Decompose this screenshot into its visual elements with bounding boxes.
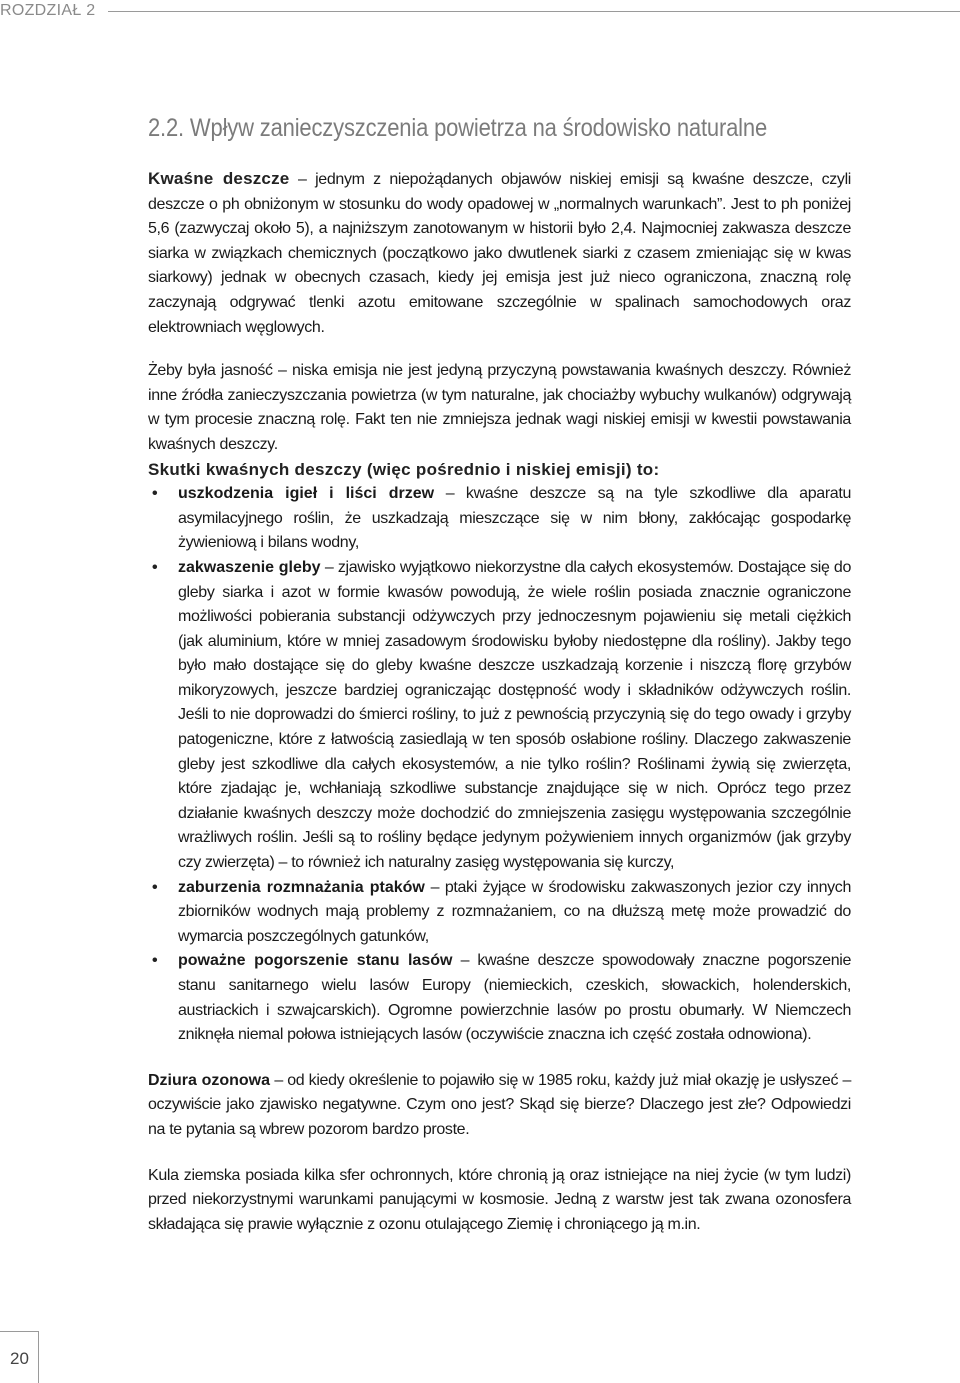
list-item [148, 556, 851, 876]
effect-term: zaburzenia rozmnażania ptaków [178, 878, 425, 896]
main-content [148, 167, 851, 1237]
term-ozone-hole: Dziura ozonowa [148, 1071, 271, 1089]
effect-term: poważne pogorszenie stanu lasów [178, 952, 453, 970]
effects-heading: Skutki kwaśnych deszczy (więc pośrednio i niskiej emisji) to: [148, 459, 660, 479]
effect-text: – zjawisko wyjątkowo niekorzystne dla całych ekosystemów. Dostające się do gleby siarka i azot w formie kwasów powodują, że wiele roślin posiada znacznie ograniczone możliwości pobierania substancji odżywczych przy jednoczesnym pojawieniu się metali ciężkich (jak aluminium, które w mniej zasadowym środowisku byłoby niedostępne dla rośliny). Jakby tego było mało dostające się do gleby kwaśne deszcze uszkadzają korzenie i niszczą florę grzybów mikoryzowych, jeszcze bardziej ograniczając dostępność wody i składników odżywczych roślin. Jeśli to nie doprowadzi do śmierci rośliny, to już z pewnością przyczynią się do tego owady i grzyby patogeniczne, które z łatwością zasiedlają w ten sposób osłabione rośliny. Dlaczego zakwaszenie gleby jest szkodliwe dla całych ekosystemów, a nie tylko roślin? Roślinami żywią się zwierzęta, które zjadając je, wchłaniają szkodliwe substancje znajdujące się w nich. Oprócz tego przez działanie kwaśnych deszczy może dochodzić do zmniejszenia zasięgu występowania szczególnie wrażliwych roślin. Jeśli są to rośliny będące jedynym pożywieniem innych organizmów (jak grzyby czy zwierzęta) – to również ich naturalny zasięg występowania się kurczy, [178, 558, 851, 872]
term-acid-rain: Kwaśne deszcze [148, 169, 290, 188]
paragraph-ozone-text: – od kiedy określenie to pojawiło się w 1985 roku, każdy już miał okazję je usłyszeć – oczywiście jako zjawisko negatywne. Czym ono jest? Skąd się bierze? Dlaczego jest złe? Odpowiedzi na te pytania są wbrew pozorom bardzo proste. [148, 1071, 852, 1138]
page-number: 20 [10, 1349, 29, 1368]
header-rule [108, 11, 960, 12]
list-item [148, 949, 851, 1047]
effects-list [148, 482, 851, 1048]
effect-text: – kwaśne deszcze spowodowały znaczne pogorszenie stanu sanitarnego wielu lasów Europy (niemieckich, czeskich, słowackich, holenderskich, austriackich i szwajcarskich). Ogromne powierzchnie lasów po prostu obumarły. W Niemczech zniknęła niemal połowa istniejących lasów (oczywiście znaczna ich część została odnowiona). [178, 952, 852, 1044]
list-item [148, 482, 851, 556]
section-title: 2.2. Wpływ zanieczyszczenia powietrza na środowisko naturalne [148, 113, 768, 142]
bullet-icon: • [152, 952, 158, 970]
effect-text: – ptaki żyjące w środowisku zakwaszonych jezior czy innych zbiorników wodnych mają problemy z rozmnażaniem, co na dłuższą metę może prowadzić do wymarcia poszczególnych gatunków, [178, 878, 851, 945]
effect-text: – kwaśne deszcze są na tyle szkodliwe dla aparatu asymilacyjnego roślin, że uszkadzają mieszczące się w nim błony, zakłócając gospodarkę żywieniową i bilans wodny, [178, 485, 851, 552]
paragraph-earth: Kula ziemska posiada kilka sfer ochronnych, które chronią ją oraz istniejące na niej życie (w tym ludzi) przed niekorzystnymi warunkami panującymi w kosmosie. Jedną z warstw jest tak zwana ozonosfera składająca się prawie wyłącznie z ozonu otulającego Ziemię i chroniącego ją m.in. [148, 1166, 851, 1233]
paragraph-acid-rain-text: – jednym z niepożądanych objawów niskiej emisji są kwaśne deszcze, czyli deszcze o ph obniżonym w stosunku do wody opadowej w „normalnych warunkach”. Jest to ph poniżej 5,6 (zazwyczaj około 5), a najniższym zanotowanym w historii było 2,4. Najmocniej zakwasza deszcze siarka w związkach chemicznych (początkowo jako dwutlenek siarki z czasem zmieniając się w kwas siarkowy) jednak w obecnych czasach, kiedy jej emisja jest już nieco ograniczona, znaczną rolę zaczynają odgrywać tlenki azotu emitowane szczególnie w spalinach samochodowych oraz elektrowniach węglowych. [148, 171, 851, 336]
bullet-icon: • [152, 878, 158, 896]
bullet-icon: • [152, 485, 158, 503]
paragraph-clarity: Żeby była jasność – niska emisja nie jest jedyną przyczyną powstawania kwaśnych deszczy. Również inne źródła zanieczyszczania powietrza (w tym naturalne, jak chociażby wybuchy wulkanów) odgrywają w tym procesie znaczną rolę. Fakt ten nie zmniejsza jednak wagi niskiej emisji w kwestii powstawania kwaśnych deszczy. [148, 362, 851, 453]
list-item [148, 876, 851, 950]
paragraph-acid-rain [148, 167, 851, 340]
effect-term: zakwaszenie gleby [178, 558, 321, 576]
bullet-icon: • [152, 558, 158, 576]
paragraph-ozone [148, 1069, 851, 1143]
effect-term: uszkodzenia igieł i liści drzew [178, 485, 435, 503]
chapter-label: ROZDZIAŁ 2 [0, 2, 96, 19]
